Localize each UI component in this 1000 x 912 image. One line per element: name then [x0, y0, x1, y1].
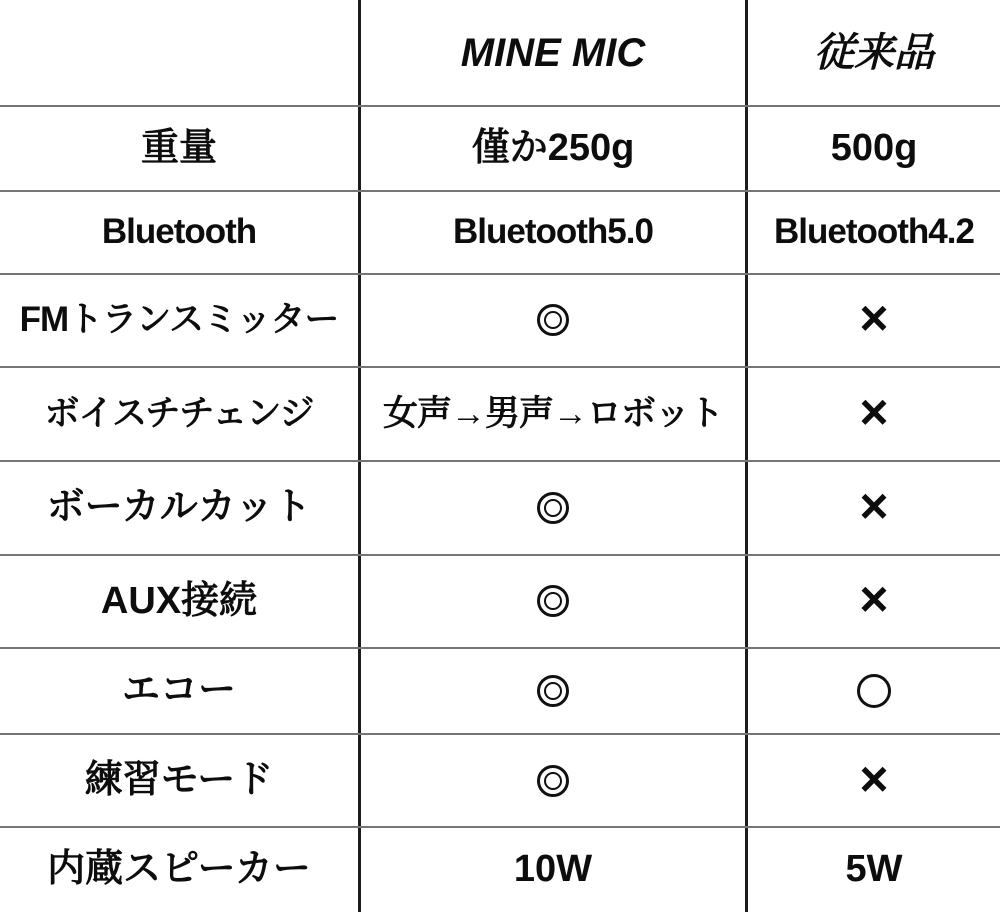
table-row: [0, 190, 1000, 272]
mine-mic-value-cell: [358, 828, 745, 911]
mine-mic-value-cell: [358, 735, 745, 827]
mine-mic-value-cell: [358, 107, 745, 190]
conventional-value-cell: [745, 275, 1000, 367]
table-row: [0, 273, 1000, 367]
double-circle-icon: [537, 675, 569, 707]
cell-text: エコー: [121, 669, 236, 712]
cross-icon: ×: [859, 571, 889, 628]
row-label-cell: [0, 462, 358, 554]
row-label-cell: [0, 368, 358, 460]
cell-text: 練習モード: [84, 758, 274, 801]
conventional-value-cell: [745, 649, 1000, 732]
table-header-row: [0, 0, 1000, 105]
cross-icon: ×: [859, 750, 889, 807]
cell-text: Bluetooth: [101, 212, 257, 252]
double-circle-icon: [537, 585, 569, 617]
double-circle-icon: [537, 304, 569, 336]
cell-text: Bluetooth5.0: [453, 212, 653, 252]
row-label-cell: [0, 107, 358, 190]
cell-text: 500g: [830, 126, 918, 169]
table-row: [0, 826, 1000, 911]
row-label-cell: [0, 275, 358, 367]
double-circle-icon: [537, 492, 569, 524]
cell-text: 僅か250g: [471, 126, 635, 169]
header-conventional-cell: 従来品: [745, 0, 1000, 105]
row-label-cell: [0, 556, 358, 648]
cell-text: 重量: [140, 126, 217, 169]
cross-icon: ×: [859, 384, 889, 441]
mine-mic-value-cell: [358, 192, 745, 272]
conventional-value-cell: [745, 828, 1000, 911]
cross-icon: ×: [859, 477, 889, 534]
table-row: [0, 647, 1000, 732]
row-label-cell: [0, 649, 358, 732]
header-mine-mic-cell: MINE MIC: [358, 0, 745, 105]
conventional-value-cell: [745, 107, 1000, 190]
cell-text: Bluetooth4.2: [774, 212, 974, 252]
double-circle-inner-ring: [544, 311, 562, 329]
cross-icon: ×: [859, 290, 889, 347]
table-row: [0, 366, 1000, 460]
cell-text: ボイスチチェンジ: [44, 393, 314, 433]
mine-mic-value-cell: [358, 275, 745, 367]
conventional-value-cell: [745, 192, 1000, 272]
cell-text: AUX接続: [100, 579, 258, 622]
conventional-value-cell: [745, 462, 1000, 554]
double-circle-inner-ring: [544, 772, 562, 790]
table-row: [0, 554, 1000, 648]
table-row: [0, 733, 1000, 827]
mine-mic-value-cell: [358, 556, 745, 648]
mine-mic-value-cell: [358, 368, 745, 460]
double-circle-inner-ring: [544, 499, 562, 517]
table-row: [0, 105, 1000, 190]
row-label-cell: [0, 735, 358, 827]
cell-text: FMトランスミッター: [19, 300, 339, 340]
double-circle-inner-ring: [544, 682, 562, 700]
conventional-value-cell: [745, 735, 1000, 827]
conventional-value-cell: [745, 368, 1000, 460]
cell-text: 女声→男声→ロボット: [382, 393, 723, 433]
mine-mic-value-cell: [358, 649, 745, 732]
cell-text: 内蔵スピーカー: [47, 848, 311, 891]
cell-text: 5W: [845, 848, 903, 891]
row-label-cell: [0, 828, 358, 911]
cell-text: ボーカルカット: [46, 485, 312, 528]
circle-icon: [857, 674, 891, 708]
double-circle-inner-ring: [544, 592, 562, 610]
row-label-cell: [0, 192, 358, 272]
table-row: [0, 460, 1000, 554]
cell-text: 10W: [513, 848, 593, 891]
mine-mic-value-cell: [358, 462, 745, 554]
conventional-value-cell: [745, 556, 1000, 648]
double-circle-icon: [537, 765, 569, 797]
header-label-cell: [0, 0, 358, 105]
